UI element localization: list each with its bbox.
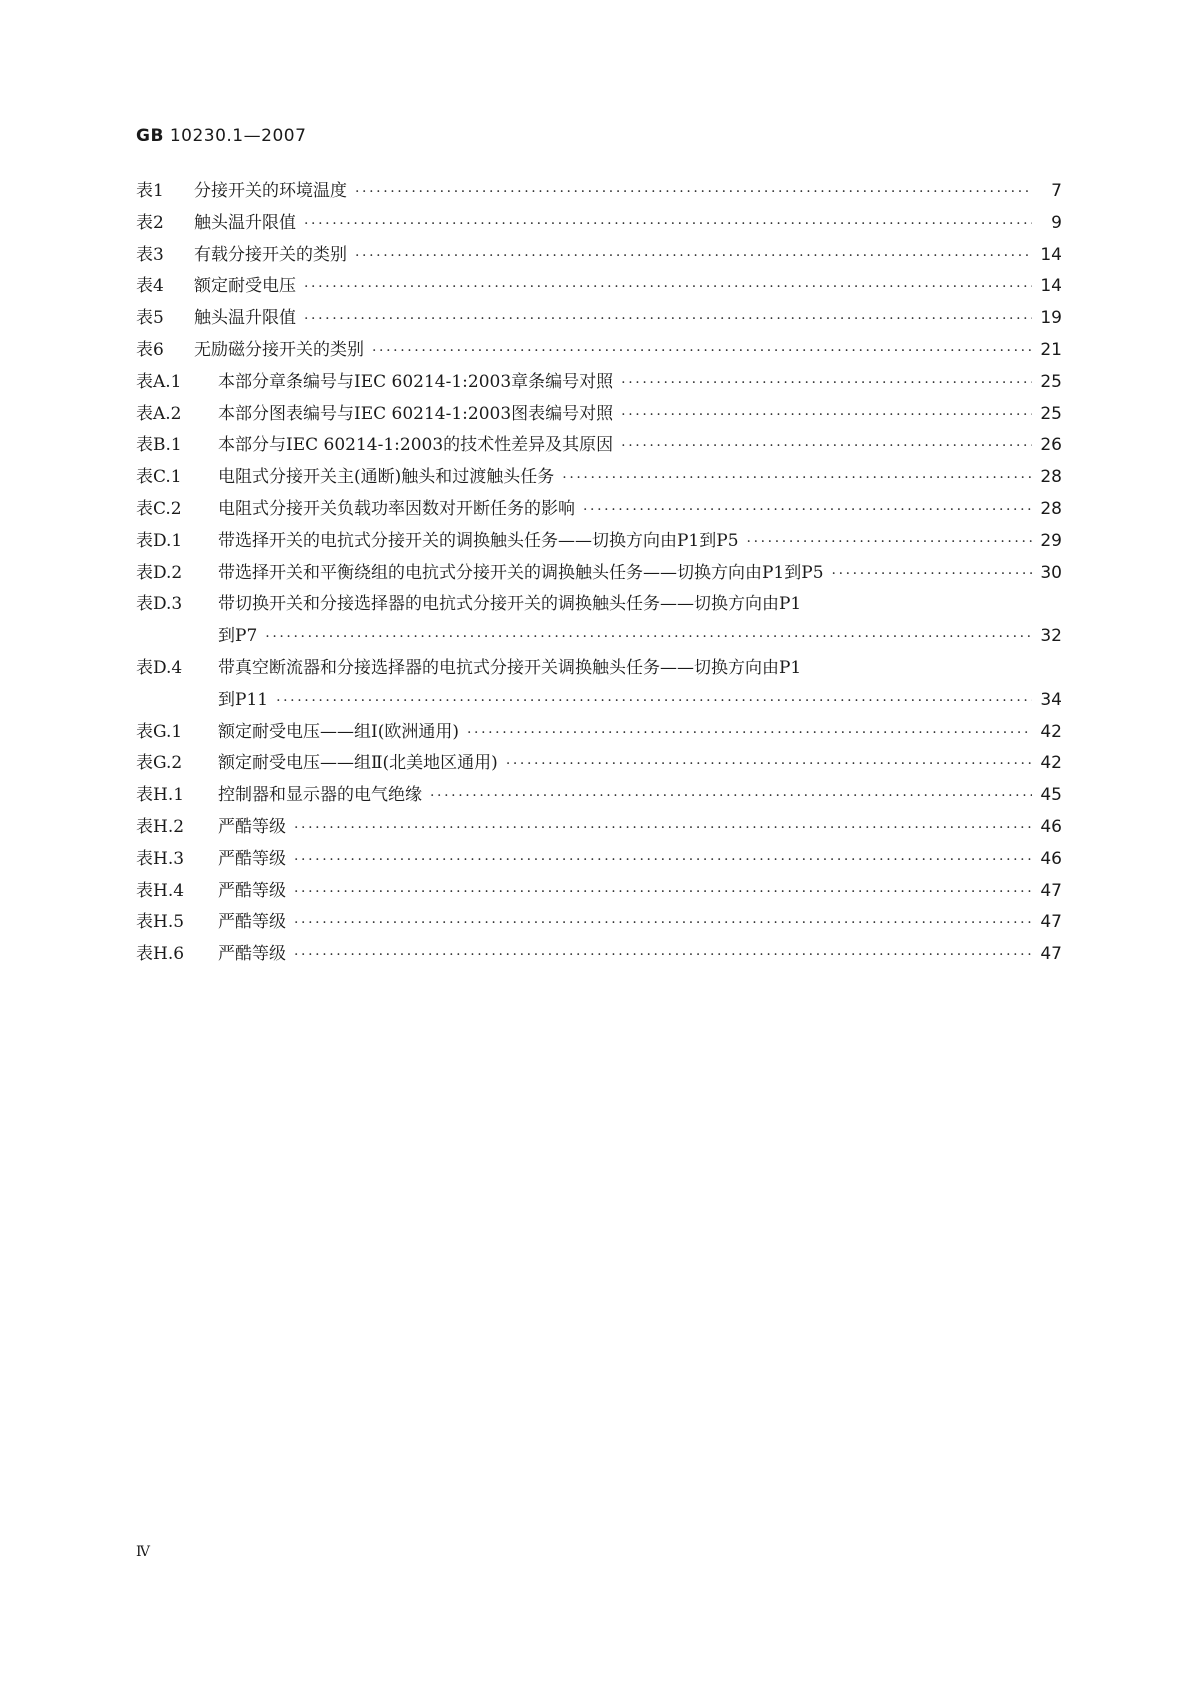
toc-entry-number: 表H.6 xyxy=(136,944,185,965)
toc-entry-title: 带真空断流器和分接选择器的电抗式分接开关调换触头任务——切换方向由P1 xyxy=(218,657,802,678)
toc-entry-number: 表C.2 xyxy=(136,498,182,519)
toc-leader-dots xyxy=(294,820,1032,836)
toc-entry-number: 表H.3 xyxy=(136,848,185,869)
toc-entry-title: 到P11 xyxy=(218,689,269,710)
toc-entry-title: 严酷等级 xyxy=(218,912,286,933)
toc-entry[interactable] xyxy=(136,462,1062,494)
toc-leader-dots xyxy=(372,343,1032,359)
toc-entry[interactable] xyxy=(136,399,1062,431)
toc-entry[interactable] xyxy=(136,303,1062,335)
toc-leader-dots xyxy=(304,216,1032,232)
toc-entry-title: 严酷等级 xyxy=(218,816,286,837)
toc-entry-number: 表6 xyxy=(136,339,164,360)
table-list xyxy=(136,176,1062,971)
toc-entry-title: 本部分章条编号与IEC 60214-1:2003章条编号对照 xyxy=(218,371,614,392)
toc-entry-number: 表H.5 xyxy=(136,912,185,933)
toc-leader-dots xyxy=(583,502,1032,518)
toc-entry[interactable] xyxy=(136,685,1062,717)
standard-number: 10230.1—2007 xyxy=(169,126,307,146)
toc-entry[interactable] xyxy=(136,876,1062,908)
toc-entry-title: 本部分与IEC 60214-1:2003的技术性差异及其原因 xyxy=(218,435,614,456)
toc-entry-title: 电阻式分接开关负载功率因数对开断任务的影响 xyxy=(218,498,575,519)
toc-leader-dots xyxy=(621,407,1032,423)
toc-leader-dots xyxy=(621,438,1032,454)
toc-leader-dots xyxy=(430,788,1032,804)
toc-entry-title: 严酷等级 xyxy=(218,848,286,869)
toc-entry-number: 表4 xyxy=(136,276,164,297)
toc-entry-page: 7 xyxy=(1051,181,1062,201)
toc-entry[interactable] xyxy=(136,271,1062,303)
toc-entry-page: 46 xyxy=(1040,816,1062,837)
toc-entry-title: 触头温升限值 xyxy=(194,308,296,329)
toc-entry-number: 表D.2 xyxy=(136,562,183,583)
toc-entry[interactable] xyxy=(136,780,1062,812)
toc-entry[interactable] xyxy=(136,621,1062,653)
toc-entry-page: 47 xyxy=(1040,880,1062,901)
toc-entry-page: 14 xyxy=(1040,244,1062,265)
toc-leader-dots xyxy=(294,884,1032,900)
toc-entry-page: 42 xyxy=(1040,721,1062,742)
toc-leader-dots xyxy=(294,947,1032,963)
toc-entry[interactable] xyxy=(136,430,1062,462)
toc-entry-page: 28 xyxy=(1040,498,1062,519)
toc-entry[interactable] xyxy=(136,208,1062,240)
toc-entry-page: 29 xyxy=(1040,530,1062,551)
toc-entry-page: 45 xyxy=(1040,785,1062,806)
toc-entry-number: 表D.3 xyxy=(136,594,183,615)
toc-entry-title: 带切换开关和分接选择器的电抗式分接开关的调换触头任务——切换方向由P1 xyxy=(218,594,802,615)
toc-leader-dots xyxy=(304,279,1032,295)
toc-leader-dots xyxy=(467,725,1032,741)
toc-leader-dots xyxy=(276,693,1032,709)
toc-entry-title: 带选择开关和平衡绕组的电抗式分接开关的调换触头任务——切换方向由P1到P5 xyxy=(218,562,824,583)
toc-entry[interactable] xyxy=(136,526,1062,558)
toc-entry[interactable] xyxy=(136,494,1062,526)
toc-entry[interactable] xyxy=(136,335,1062,367)
toc-entry-title: 带选择开关的电抗式分接开关的调换触头任务——切换方向由P1到P5 xyxy=(218,530,739,551)
toc-entry[interactable] xyxy=(136,653,1062,685)
toc-leader-dots xyxy=(355,184,1032,200)
toc-entry[interactable] xyxy=(136,812,1062,844)
toc-entry-page: 25 xyxy=(1040,403,1062,424)
toc-entry-title: 本部分图表编号与IEC 60214-1:2003图表编号对照 xyxy=(218,403,614,424)
toc-entry-page: 21 xyxy=(1040,339,1062,360)
toc-entry-title: 到P7 xyxy=(218,626,258,647)
toc-leader-dots xyxy=(506,756,1032,772)
toc-entry-title: 有载分接开关的类别 xyxy=(194,244,347,265)
toc-entry-page: 30 xyxy=(1040,562,1062,583)
toc-entry-number: 表H.4 xyxy=(136,880,185,901)
toc-entry[interactable] xyxy=(136,176,1062,208)
toc-entry-page: 26 xyxy=(1040,435,1062,456)
toc-entry-title: 触头温升限值 xyxy=(194,212,296,233)
standard-code: GB xyxy=(136,126,164,146)
toc-entry-title: 电阻式分接开关主(通断)触头和过渡触头任务 xyxy=(218,467,555,488)
toc-leader-dots xyxy=(562,470,1032,486)
toc-entry-page: 47 xyxy=(1040,912,1062,933)
toc-entry-page: 34 xyxy=(1040,689,1062,710)
toc-entry-page: 42 xyxy=(1040,753,1062,774)
toc-entry-page: 9 xyxy=(1051,212,1062,233)
toc-entry[interactable] xyxy=(136,939,1062,971)
toc-entry-number: 表H.2 xyxy=(136,816,185,837)
toc-entry[interactable] xyxy=(136,558,1062,590)
toc-entry-number: 表D.4 xyxy=(136,657,183,678)
toc-entry-title: 控制器和显示器的电气绝缘 xyxy=(218,785,422,806)
toc-entry-number: 表C.1 xyxy=(136,467,182,488)
toc-leader-dots xyxy=(621,375,1032,391)
toc-leader-dots xyxy=(355,248,1032,264)
toc-entry-number: 表3 xyxy=(136,244,164,265)
toc-entry-title: 严酷等级 xyxy=(218,944,286,965)
toc-entry-number: 表5 xyxy=(136,308,164,329)
toc-entry-page: 14 xyxy=(1040,276,1062,297)
toc-leader-dots xyxy=(304,311,1032,327)
toc-entry[interactable] xyxy=(136,589,1062,621)
toc-leader-dots xyxy=(265,629,1032,645)
toc-entry-number: 表A.2 xyxy=(136,403,182,424)
toc-entry[interactable] xyxy=(136,240,1062,272)
toc-entry-number: 表B.1 xyxy=(136,435,182,456)
toc-entry-title: 额定耐受电压 xyxy=(194,276,296,297)
toc-entry-title: 严酷等级 xyxy=(218,880,286,901)
toc-entry-title: 额定耐受电压——组Ⅰ(欧洲通用) xyxy=(218,721,459,742)
toc-entry-page: 25 xyxy=(1040,371,1062,392)
toc-entry-page: 19 xyxy=(1040,308,1062,329)
toc-entry-page: 46 xyxy=(1040,848,1062,869)
toc-entry-number: 表2 xyxy=(136,212,164,233)
toc-entry[interactable] xyxy=(136,907,1062,939)
toc-entry-title: 无励磁分接开关的类别 xyxy=(194,339,364,360)
toc-entry[interactable] xyxy=(136,717,1062,749)
toc-entry-number: 表A.1 xyxy=(136,371,182,392)
toc-leader-dots xyxy=(832,566,1032,582)
toc-entry-number: 表1 xyxy=(136,181,164,201)
toc-entry[interactable] xyxy=(136,844,1062,876)
toc-entry-page: 28 xyxy=(1040,467,1062,488)
toc-entry[interactable] xyxy=(136,367,1062,399)
toc-leader-dots xyxy=(294,915,1032,931)
toc-entry-title: 分接开关的环境温度 xyxy=(194,181,347,201)
page-number: Ⅳ xyxy=(136,1544,150,1560)
toc-entry-number: 表H.1 xyxy=(136,785,185,806)
toc-entry-number: 表G.2 xyxy=(136,753,183,774)
toc-entry-number: 表D.1 xyxy=(136,530,183,551)
document-header xyxy=(136,126,306,146)
toc-entry-page: 32 xyxy=(1040,626,1062,647)
toc-entry[interactable] xyxy=(136,748,1062,780)
toc-leader-dots xyxy=(747,534,1032,550)
toc-leader-dots xyxy=(294,852,1032,868)
toc-entry-number: 表G.1 xyxy=(136,721,183,742)
toc-entry-title: 额定耐受电压——组Ⅱ(北美地区通用) xyxy=(218,753,498,774)
toc-entry-page: 47 xyxy=(1040,944,1062,965)
